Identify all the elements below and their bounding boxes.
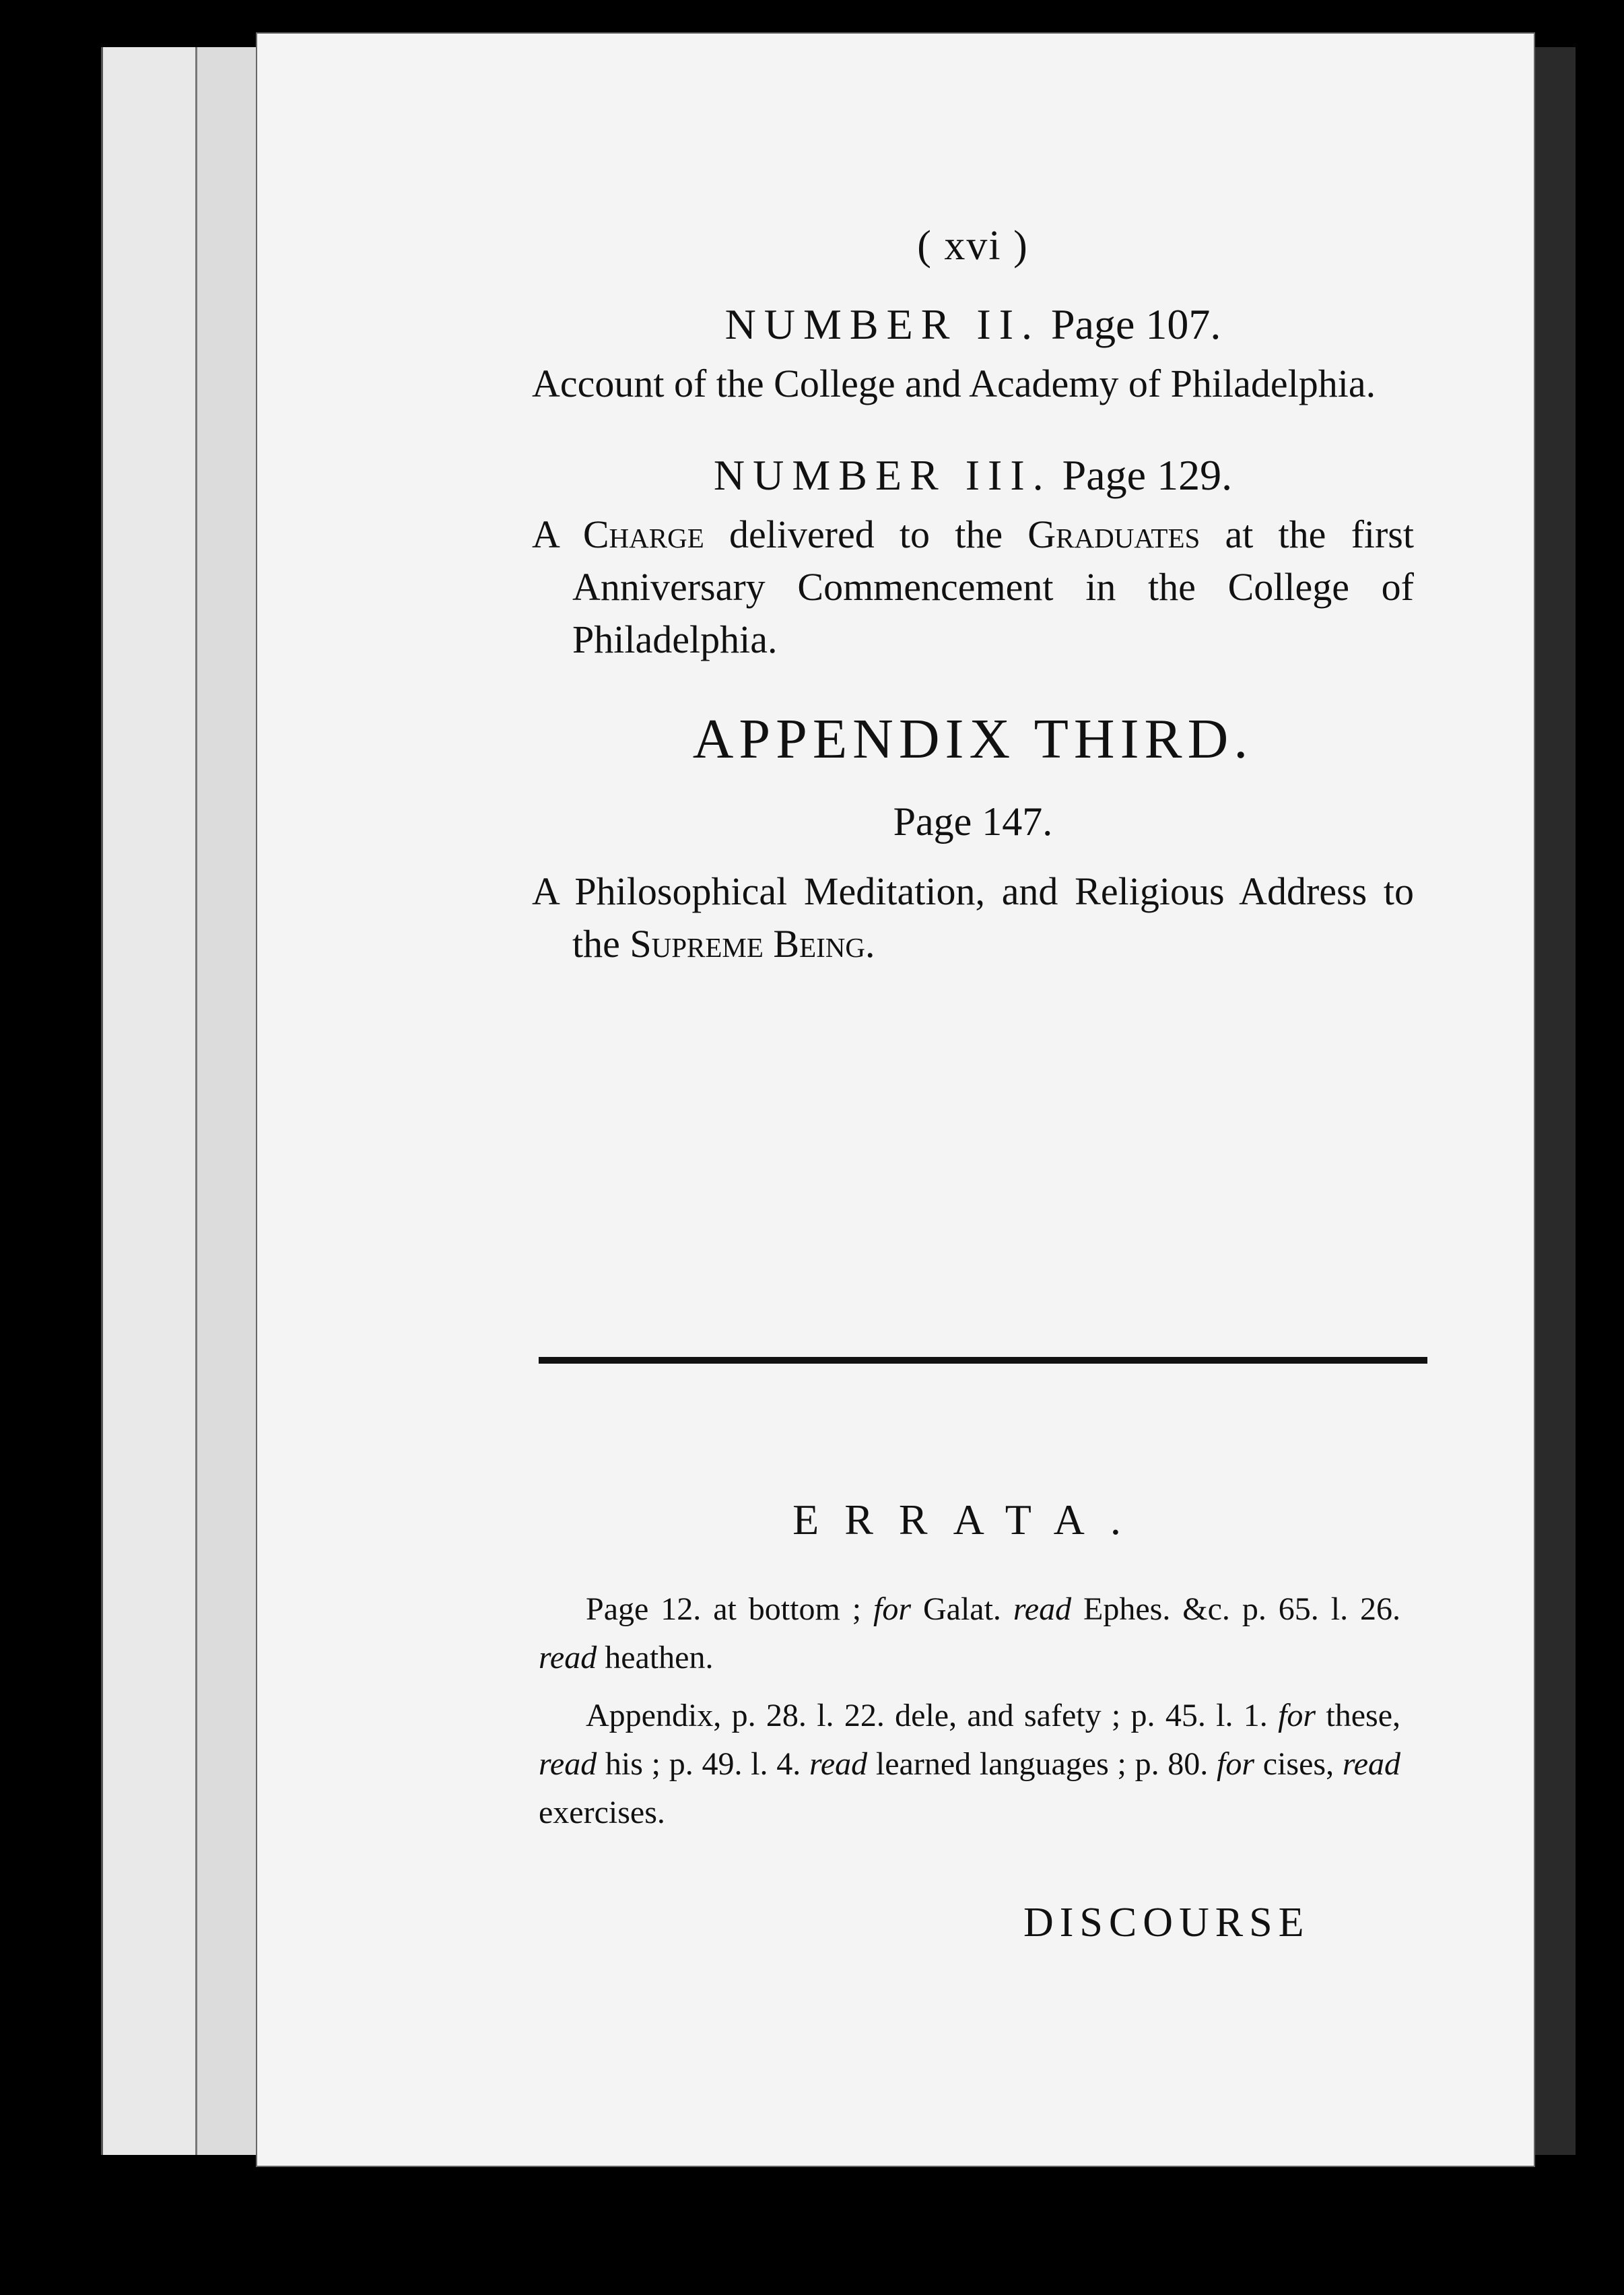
section-page: Page 107.: [1051, 300, 1221, 348]
catchword: DISCOURSE: [1023, 1900, 1310, 1945]
appendix-page: Page 147.: [893, 799, 1053, 844]
section-title: NUMBER III.: [713, 451, 1052, 499]
page-content: [532, 222, 1414, 1011]
errata-line: Appendix, p. 28. l. 22. dele, and safety ; p. 45. l. 1. for these, read his ; p. 49. l. 4. read learned languages ; p. 80. for cises, read exercises.: [539, 1698, 1401, 1830]
book-spine: [1535, 47, 1576, 2155]
errata-heading: ERRATA.: [792, 1496, 1147, 1543]
section-heading-number-two: [532, 300, 1414, 350]
section-heading-number-three: [532, 451, 1414, 500]
horizontal-rule: [539, 1357, 1427, 1364]
section-description: Account of the College and Academy of Philadelphia.: [532, 362, 1376, 405]
errata-line: Page 12. at bottom ; for Galat. read Ephes. &c. p. 65. l. 26. read heathen.: [539, 1591, 1401, 1675]
charge-description: A Charge delivered to the Graduates at the first Anniversary Commencement in the College of Philadelphia.: [532, 512, 1414, 661]
graduates-smallcaps: Graduates: [1027, 512, 1200, 556]
page-number: ( xvi ): [917, 223, 1029, 269]
appendix-description: A Philosophical Meditation, and Religious Address to the Supreme Being.: [532, 869, 1414, 966]
charge-smallcaps: Charge: [582, 512, 704, 556]
section-page: Page 129.: [1062, 451, 1233, 499]
supreme-being-smallcaps: Supreme Being: [630, 922, 866, 966]
section-title: NUMBER II.: [724, 300, 1041, 348]
appendix-heading: APPENDIX THIRD.: [692, 708, 1254, 770]
errata-section: [539, 1495, 1400, 1847]
page-edge-strip: [195, 47, 258, 2155]
